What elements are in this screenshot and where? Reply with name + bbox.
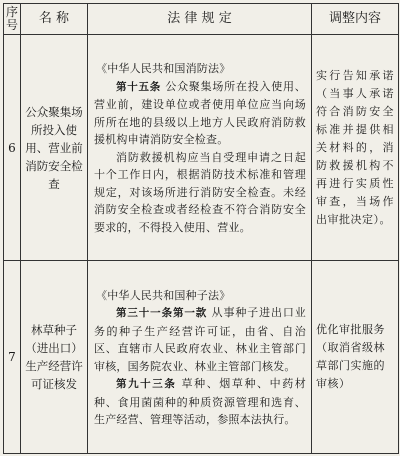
law-title: 《中华人民共和国消防法》 (96, 62, 231, 75)
row-number: 6 (4, 35, 21, 261)
row-number: 7 (4, 261, 21, 454)
law-title: 《中华人民共和国种子法》 (96, 288, 231, 302)
header-law: 法 律 规 定 (88, 4, 312, 35)
article-text: 从事种子进出口业务的种子生产经营许可证，由省、自治区、直辖市人民政府农业、林业主管部门审核，国务院农业、林业主管部门核发。 (94, 306, 306, 373)
law-article (94, 375, 306, 429)
article-heading: 第十五条 (116, 80, 162, 93)
adjustment-content: 实行告知承诺（当事人承诺符合消防安全标准并提供相关材料的，消防救援机构不再进行实质性审查，当场作出审批决定）。 (312, 35, 399, 261)
article-heading: 第九十三条 (116, 378, 177, 390)
law-provision (88, 261, 312, 454)
item-name: 公众聚集场所投入使用、营业前消防安全检查 (21, 35, 88, 261)
law-article (94, 78, 306, 149)
article-text: 公众聚集场所在投入使用、营业前，建设单位或者使用单位应当向场所所在地的县级以上地方人民政府消防救援机构申请消防安全检查。 (94, 79, 306, 146)
article-paragraph: 消防救援机构应当自受理申请之日起十个工作日内，根据消防技术标准和管理规定，对该场所进行消防安全检查。未经消防安全检查或者经检查不符合消防安全要求的，不得投入使用、营业。 (94, 150, 306, 234)
adjustment-content: 优化审批服务（取消省级林草部门实施的审核） (312, 261, 399, 454)
header-no: 序号 (4, 4, 21, 35)
table-row (4, 261, 399, 454)
article-text: 草种、烟草种、中药材种、食用菌菌种的种质资源管理和选育、生产经营、管理等活动，参照本法执行。 (94, 377, 306, 426)
header-adjust: 调整内容 (312, 4, 399, 35)
article-heading: 第三十一条第一款 (116, 307, 208, 319)
item-name: 林草种子（进出口）生产经营许可证核发 (21, 261, 88, 454)
regulation-table (3, 3, 399, 454)
law-provision (88, 35, 312, 261)
table-header-row (4, 4, 399, 35)
table-row (4, 35, 399, 261)
header-name: 名 称 (21, 4, 88, 35)
law-article (94, 304, 306, 375)
